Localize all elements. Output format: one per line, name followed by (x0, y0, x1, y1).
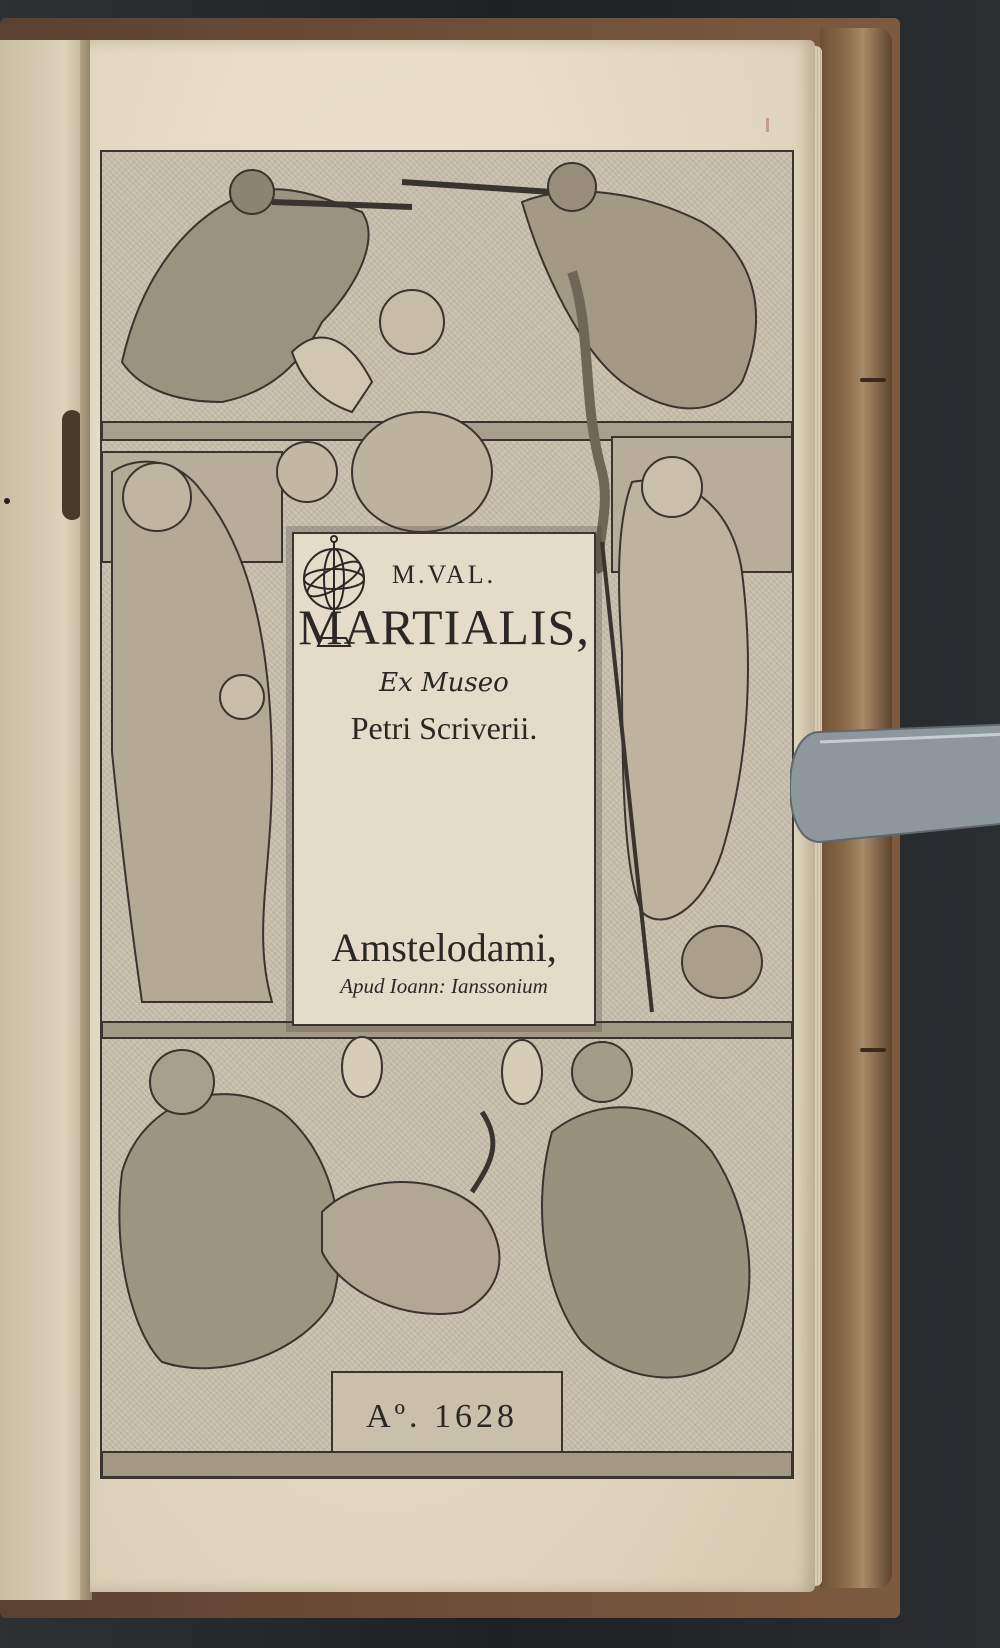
spine-tooling (860, 1048, 886, 1052)
armillary-sphere-icon (294, 534, 374, 654)
bacchus-child-right (619, 480, 748, 919)
cupid-wing (292, 338, 372, 412)
spine-tooling (860, 378, 886, 382)
satyr-figure-bottom-right (542, 1107, 749, 1377)
putto-figure-top-right (522, 192, 756, 409)
imprint-printer: Apud Ioann: Ianssonium (340, 974, 548, 998)
goat-horns (472, 1112, 493, 1192)
theatre-mask-left (220, 675, 264, 719)
ex-museo-line: Ex Museo (379, 668, 509, 698)
work-title: MARTIALIS, (298, 599, 590, 655)
satyr-head-bottom-right (572, 1042, 632, 1102)
bacchus-head (642, 457, 702, 517)
cupid-body (352, 412, 492, 532)
author-line: M.VAL. (391, 560, 497, 589)
worm-hole (62, 410, 82, 520)
muse-head (123, 463, 191, 531)
mask-held-left (342, 1037, 382, 1097)
wine-jug (682, 926, 762, 998)
page-holder-spatula (790, 712, 1000, 862)
imprint-place: Amstelodami, (331, 925, 557, 970)
pencil-mark (766, 118, 769, 132)
goat (322, 1182, 499, 1314)
facing-page (0, 40, 92, 1600)
editor-line: Petri Scriverii. (350, 710, 538, 746)
ink-dot (4, 498, 10, 504)
base-step (102, 1452, 792, 1477)
putto-head (548, 163, 596, 211)
satyr-head (230, 170, 274, 214)
satyr-figure-bottom-left (119, 1094, 339, 1368)
satyr-head-bottom-left (150, 1050, 214, 1114)
theatre-mask-top (277, 442, 337, 502)
imprint-date: Aº. 1628 (365, 1398, 519, 1435)
title-cartouche (292, 532, 596, 1026)
trumpet-right (402, 182, 552, 192)
engraved-frontispiece (100, 150, 794, 1479)
cupid-head (380, 290, 444, 354)
mask-held-right (502, 1040, 542, 1104)
